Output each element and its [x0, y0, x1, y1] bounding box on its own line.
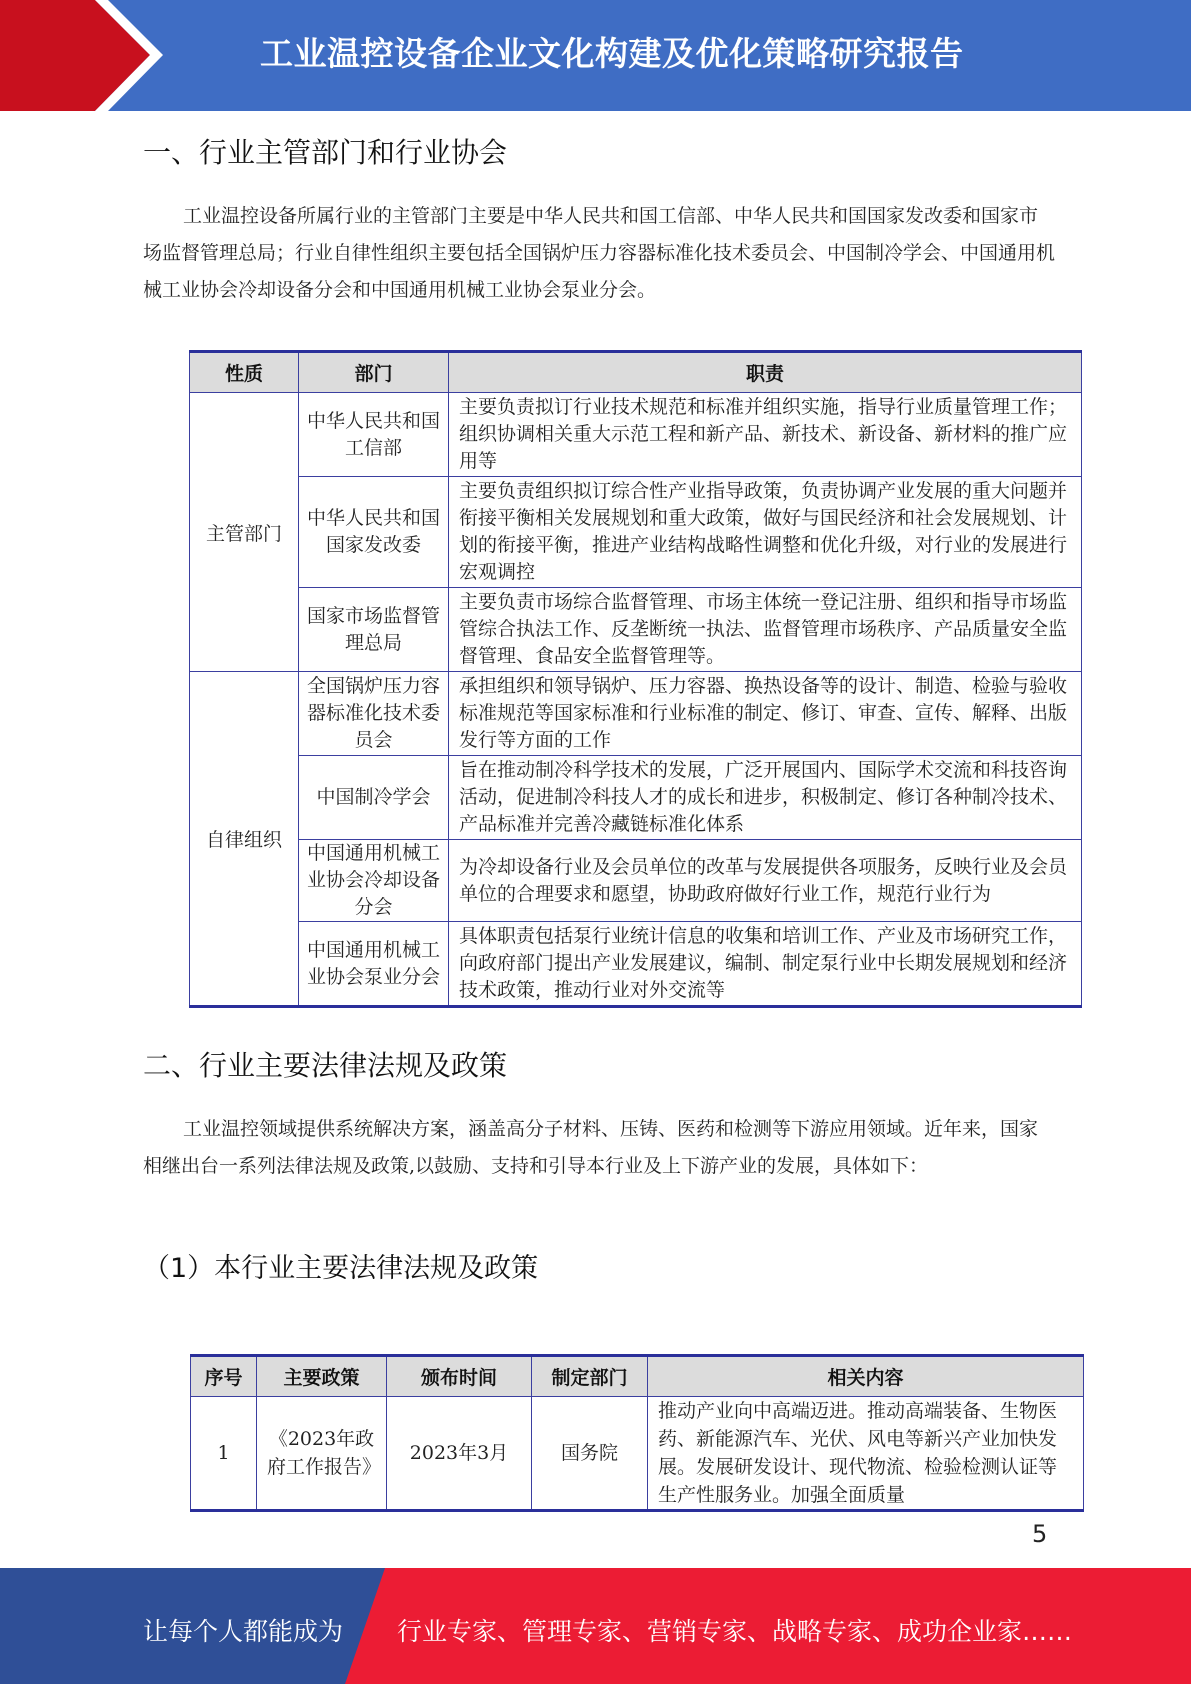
policy-cell: 《2023年政府工作报告》 [257, 1397, 387, 1511]
date-cell: 2023年3月 [387, 1397, 532, 1511]
departments-table [189, 350, 1082, 1008]
department-cell: 中华人民共和国国家发改委 [299, 477, 449, 588]
table-row [190, 588, 1082, 672]
duty-cell: 承担组织和领导锅炉、压力容器、换热设备等的设计、制造、检验与验收标准规范等国家标准和行业标准的制定、修订、审查、宣传、解释、出版发行等方面的工作 [449, 672, 1082, 756]
department-cell: 中华人民共和国工信部 [299, 393, 449, 477]
duty-cell: 主要负责拟订行业技术规范和标准并组织实施，指导行业质量管理工作；组织协调相关重大示范工程和新产品、新技术、新设备、新材料的推广应用等 [449, 393, 1082, 477]
document-title: 工业温控设备企业文化构建及优化策略研究报告 [260, 34, 964, 73]
department-cell: 全国锅炉压力容器标准化技术委员会 [299, 672, 449, 756]
header-cell-nature: 性质 [190, 352, 299, 393]
header-cell-number: 序号 [191, 1356, 257, 1397]
table-row [190, 393, 1082, 477]
table-row [190, 840, 1082, 922]
header-cell-content: 相关内容 [648, 1356, 1084, 1397]
table-row [190, 477, 1082, 588]
page-number: 5 [1032, 1520, 1048, 1548]
header-cell-date: 颁布时间 [387, 1356, 532, 1397]
header-cell-department: 制定部门 [532, 1356, 648, 1397]
section1-heading: 一、行业主管部门和行业协会 [143, 136, 508, 169]
duty-cell: 主要负责组织拟订综合性产业指导政策，负责协调产业发展的重大问题并衔接平衡相关发展规划和重大政策，做好与国民经济和社会发展规划、计划的衔接平衡，推进产业结构战略性调整和优化升级，对行业的发展进行宏观调控 [449, 477, 1082, 588]
duty-cell: 为冷却设备行业及会员单位的改革与发展提供各项服务，反映行业及会员单位的合理要求和愿望，协助政府做好行业工作，规范行业行为 [449, 840, 1082, 922]
section2-heading: 二、行业主要法律法规及政策 [143, 1049, 508, 1082]
header-cell-policy: 主要政策 [257, 1356, 387, 1397]
footer-banner [0, 1568, 1191, 1684]
section2-subheading: （1）本行业主要法律法规及政策 [143, 1253, 539, 1284]
footer-slogan-left: 让每个人都能成为 [143, 1617, 344, 1646]
table-row [190, 756, 1082, 840]
footer-slogan-right: 行业专家、管理专家、营销专家、战略专家、成功企业家…… [397, 1617, 1073, 1646]
department-cell: 国务院 [532, 1397, 648, 1511]
category-cell: 主管部门 [190, 393, 299, 672]
department-cell: 国家市场监督管理总局 [299, 588, 449, 672]
table-row [191, 1397, 1084, 1511]
duty-cell: 主要负责市场综合监督管理、市场主体统一登记注册、组织和指导市场监管综合执法工作、反垄断统一执法、监督管理市场秩序、产品质量安全监督管理、食品安全监督管理等。 [449, 588, 1082, 672]
number-cell: 1 [191, 1397, 257, 1511]
content-cell: 推动产业向中高端迈进。推动高端装备、生物医药、新能源汽车、光伏、风电等新兴产业加快发展。发展研发设计、现代物流、检验检测认证等生产性服务业。加强全面质量 [648, 1397, 1084, 1511]
duty-cell: 旨在推动制冷科学技术的发展，广泛开展国内、国际学术交流和科技咨询活动，促进制冷科技人才的成长和进步，积极制定、修订各种制冷技术、产品标准并完善冷藏链标准化体系 [449, 756, 1082, 840]
category-cell: 自律组织 [190, 672, 299, 1007]
header-banner [0, 0, 1191, 111]
section2-paragraph: 工业温控领域提供系统解决方案，涵盖高分子材料、压铸、医药和检测等下游应用领域。近年来，国家相继出台一系列法律法规及政策,以鼓励、支持和引导本行业及上下游产业的发展，具体如下： [143, 1118, 1039, 1177]
department-cell: 中国制冷学会 [299, 756, 449, 840]
department-cell: 中国通用机械工业协会冷却设备分会 [299, 840, 449, 922]
policies-table [190, 1354, 1084, 1512]
table-header-row [190, 352, 1082, 393]
header-cell-department: 部门 [299, 352, 449, 393]
table-header-row [191, 1356, 1084, 1397]
department-cell: 中国通用机械工业协会泵业分会 [299, 922, 449, 1007]
header-cell-duty: 职责 [449, 352, 1082, 393]
table-row [190, 672, 1082, 756]
section1-paragraph: 工业温控设备所属行业的主管部门主要是中华人民共和国工信部、中华人民共和国国家发改委和国家市场监督管理总局；行业自律性组织主要包括全国锅炉压力容器标准化技术委员会、中国制冷学会、中国通用机械工业协会冷却设备分会和中国通用机械工业协会泵业分会。 [143, 205, 1056, 301]
table-row [190, 922, 1082, 1007]
duty-cell: 具体职责包括泵行业统计信息的收集和培训工作、产业及市场研究工作，向政府部门提出产业发展建议，编制、制定泵行业中长期发展规划和经济技术政策，推动行业对外交流等 [449, 922, 1082, 1007]
